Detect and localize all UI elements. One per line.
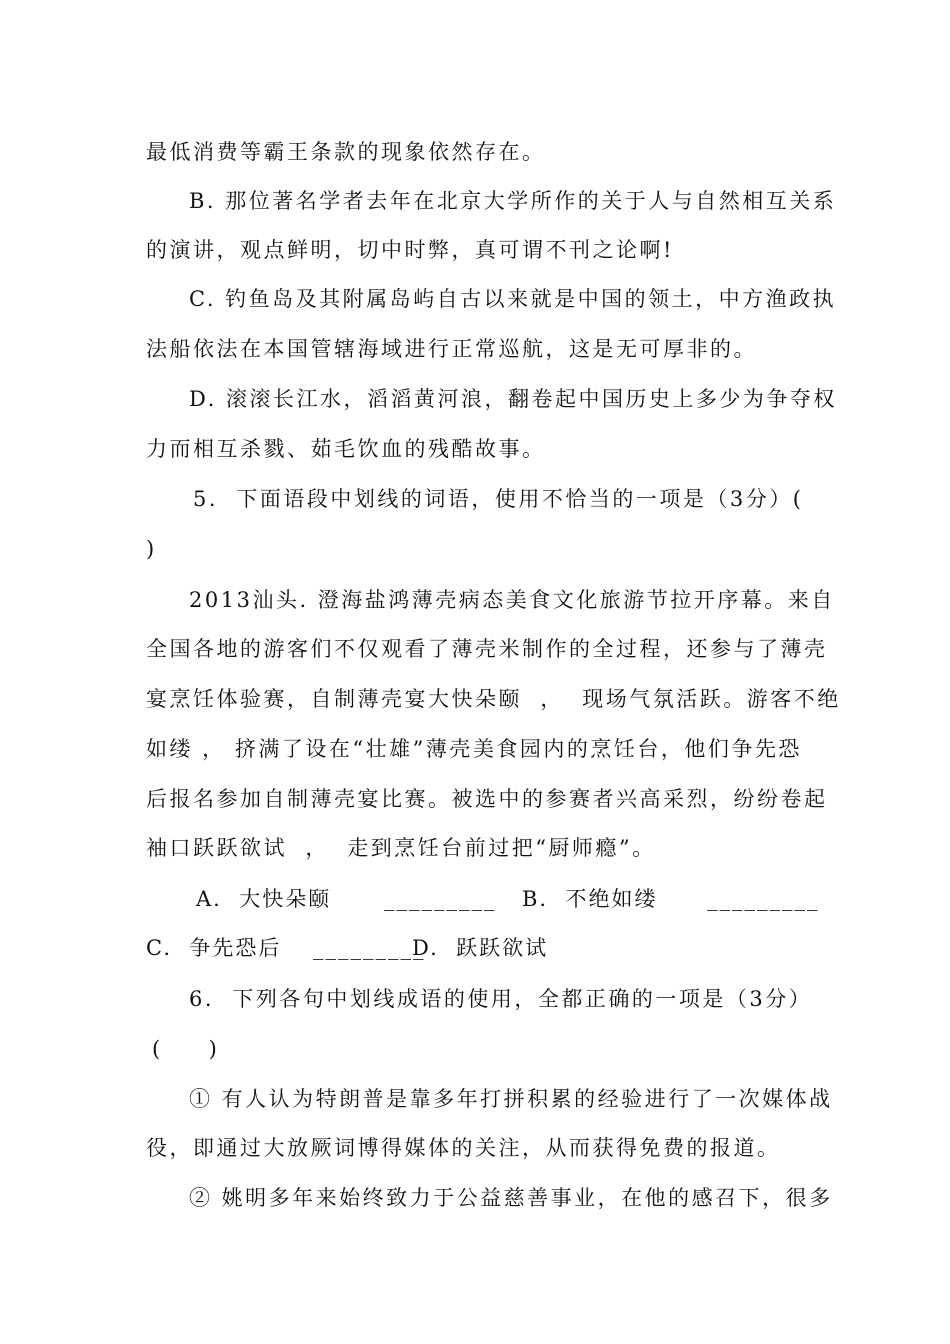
- option-b-line: B. 那位著名学者去年在北京大学所作的关于人与自然相互关系: [189, 189, 837, 213]
- passage-line: 宴烹饪体验赛，自制薄壳宴大快朵颐 ， 现场气氛活跃。游客不绝: [146, 687, 841, 711]
- question-5-stem: 5. 下面语段中划线的词语，使用不恰当的一项是（3分）(: [193, 487, 804, 511]
- question-6-stem: 6. 下列各句中划线成语的使用，全都正确的一项是（3分）: [189, 987, 813, 1011]
- passage-line: 全国各地的游客们不仅观看了薄壳米制作的全过程，还参与了薄壳: [146, 637, 828, 661]
- option-d-line: D. 滚滚长江水，滔滔黄河浪，翻卷起中国历史上多少为争夺权: [189, 387, 837, 411]
- text-line: 最低消费等霸王条款的现象依然存在。: [146, 140, 546, 164]
- passage-line: 2013汕头. 澄海盐鸿薄壳病态美食文化旅游节拉开序幕。来自: [189, 588, 835, 612]
- text-line: 力而相互杀戮、茹毛饮血的残酷故事。: [146, 437, 546, 461]
- passage-line: 后报名参加自制薄壳宴比赛。被选中的参赛者兴高采烈，纷纷卷起: [146, 787, 828, 811]
- item-1-line: 役，即通过大放厥词博得媒体的关注，从而获得免费的报道。: [146, 1136, 781, 1160]
- item-2-line: ② 姚明多年来始终致力于公益慈善事业，在他的感召下，很多: [189, 1186, 833, 1210]
- passage-line: 袖口跃跃欲试 ， 走到烹饪台前过把“厨师瘾”。: [146, 836, 656, 860]
- option-b: B. 不绝如缕: [522, 887, 658, 911]
- text-line: 法船依法在本国管辖海域进行正常巡航，这是无可厚非的。: [146, 337, 757, 361]
- option-c-blank: _________: [313, 936, 426, 960]
- item-1-line: ① 有人认为特朗普是靠多年打拼积累的经验进行了一次媒体战: [189, 1087, 833, 1111]
- question-5-paren: ): [146, 537, 157, 561]
- option-a: A. 大快朵颐: [196, 887, 332, 911]
- question-6-paren: ( ): [152, 1037, 220, 1061]
- passage-line: 如缕 ， 挤满了设在“壮雄”薄壳美食园内的烹饪台，他们争先恐: [146, 737, 802, 761]
- option-a-blank: _________: [384, 887, 497, 911]
- option-d: D. 跃跃欲试: [412, 936, 549, 960]
- option-b-blank: _________: [707, 887, 820, 911]
- option-c-line: C. 钓鱼岛及其附属岛屿自古以来就是中国的领土，中方渔政执: [189, 287, 837, 311]
- text-line: 的演讲，观点鲜明，切中时弊，真可谓不刊之论啊!: [146, 238, 674, 262]
- option-c: C. 争先恐后: [146, 936, 282, 960]
